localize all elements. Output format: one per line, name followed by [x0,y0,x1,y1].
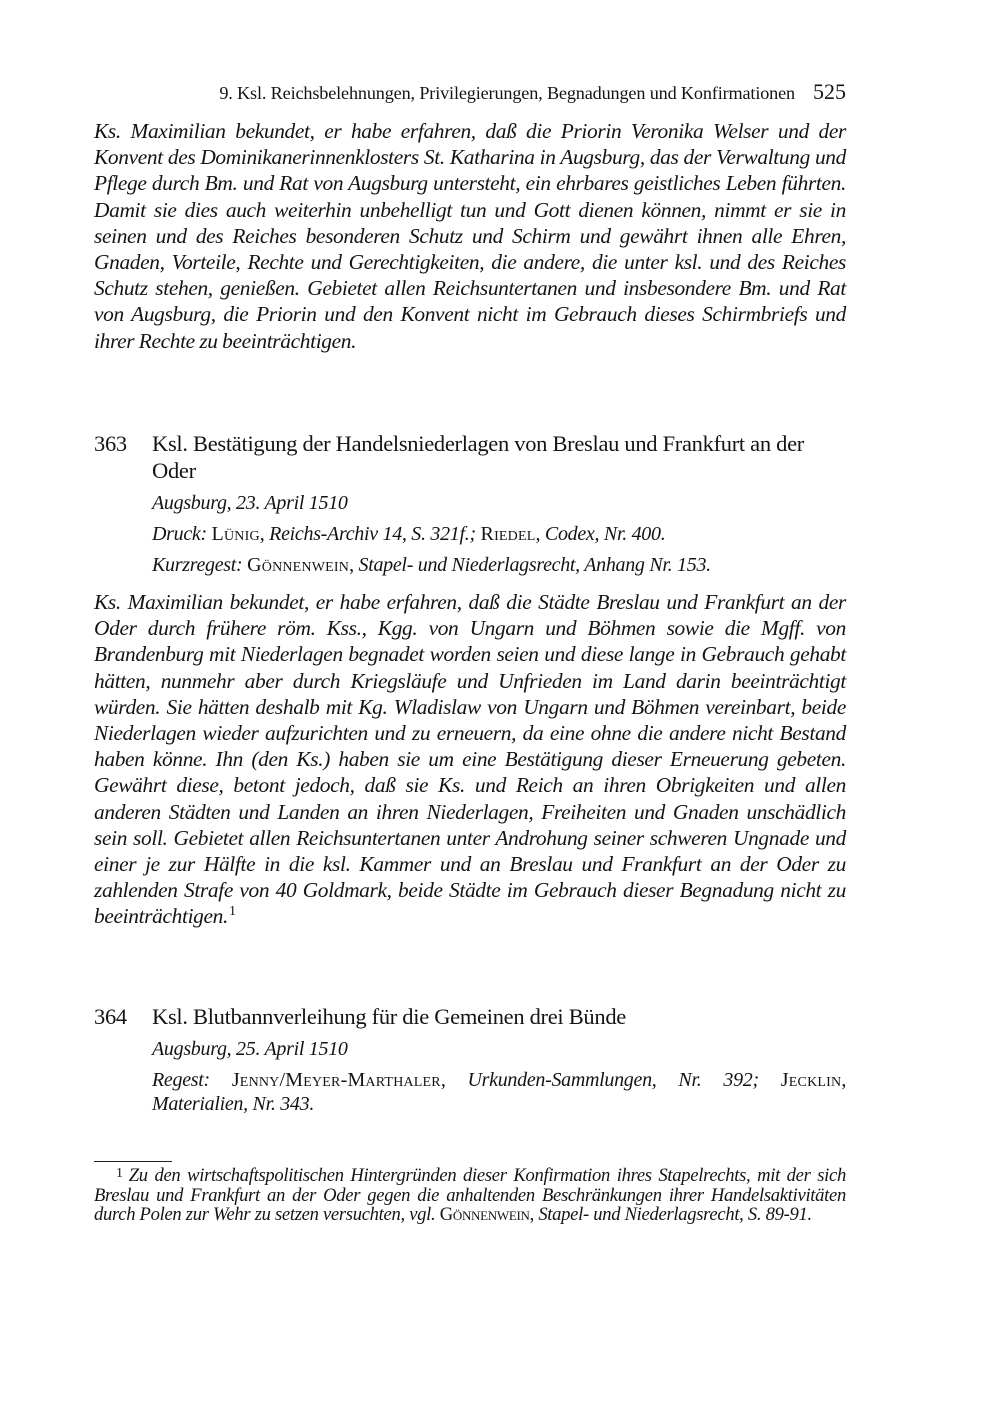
footnote-text: Zu den wirtschaftspolitischen Hintergründen dieser Konfirmation ihres Stapelrechts, mit der sich Breslau und Frankfurt an der Oder gegen die anhaltenden Beschränkungen ihrer Handelsaktivitäten durch Polen zur Wehr zu setzen versuchten, vgl. [94,1165,846,1226]
summary-text: Ks. Maximilian bekundet, er habe erfahren, daß die Städte Breslau und Frankfurt an der Oder durch frühere röm. Kss., Kgg. von Ungarn und Böhmen sowie die Mgff. von Brandenburg mit Niederlagen begnadet worden seien und diese lange in Gebrauch gehabt hätten, nunmehr aber durch Kriegsläufe und Unfrieden im Land darin beeinträchtigt würden. Sie hätten deshalb mit Kg. Wladislaw von Ungarn und Böhmen vereinbart, beide Niederlagen wieder aufzurichten und zu erneuern, da eine ohne die andere nicht Bestand haben könne. Ihn (den Ks.) haben sie um eine Bestätigung dieser Erneuerung gebeten. Gewährt diese, betont jedoch, daß sie Ks. und Reich an ihren Obrigkeiten und allen anderen Städten und Landen an ihren Niederlagen, Freiheiten und Gnaden unschädlich sein soll. Gebietet allen Reichsuntertanen unter Androhung seiner schweren Ungnade und einer je zur Hälfte in die ksl. Kammer und an Breslau und Frankfurt an der Oder zu zahlenden Strafe von 40 Goldmark, beide Städte im Gebrauch dieser Begnadung nicht zu beeinträchtigen. [94,590,846,929]
entry-title: Ksl. Blutbannverleihung für die Gemeinen drei Bünde [152,1004,626,1029]
page-number: 525 [813,79,846,104]
regest-author-2: Jecklin [780,1069,842,1091]
footnote-separator [94,1161,172,1162]
footnote-1: $^1$ Zu den wirtschaftspolitischen Hintergründen dieser Konfirmation ihres Stapelrechts, mit der sich Breslau und Frankfurt an der Oder gegen die anhaltenden Beschränkungen ihrer Handelsaktivitäten durch Polen zur Wehr zu setzen versuchten, vgl. Gönnenwein, Stapel- und Niederlagsrecht, S. 89-91. [94,1165,846,1226]
druck-author-1: Lünig [211,523,260,545]
entry-heading [94,1003,846,1030]
druck-author-2: Riedel [480,523,536,545]
druck-label: Druck: [152,523,207,545]
entry-364 [94,1003,846,1116]
regest-author-1: Jenny/Meyer-Marthaler [231,1069,441,1091]
entry-title: Ksl. Bestätigung der Handelsniederlagen von Breslau und Frankfurt an der Oder [152,431,804,483]
entry-number: 363 [94,431,127,456]
footnote-author: Gönnenwein [439,1204,530,1226]
footnote-reference[interactable]: 1 [229,904,236,920]
footnote-work: Stapel- und Niederlagsrecht, S. 89-91. [538,1204,812,1226]
running-head [150,80,846,105]
entry-number: 364 [94,1004,127,1029]
druck-work-2: Codex, Nr. 400. [544,523,666,545]
entry-druck: Druck: Lünig, Reichs-Archiv 14, S. 321f.; Riedel, Codex, Nr. 400. [152,523,666,545]
continuation-paragraph: Ks. Maximilian bekundet, er habe erfahren, daß die Priorin Veronika Welser und der Konvent des Dominikanerinnenklosters St. Katharina in Augsburg, das der Verwaltung und Pflege durch Bm. und Rat von Augsburg untersteht, ein ehrbares geistliches Leben führten. Damit sie dies auch weiterhin unbehelligt tun und Gott dienen können, nimmt er sie in seinen und des Reiches besonderen Schutz und Schirm und gewährt ihnen alle Ehren, Gnaden, Vorteile, Rechte und Gerechtigkeiten, die andere, die unter ksl. und des Reiches Schutz stehen, genießen. Gebietet allen Reichsuntertanen und insbesondere Bm. und Rat von Augsburg, die Priorin und den Konvent nicht im Gebrauch dieses Schirmbriefs und ihrer Rechte zu beeinträchtigen. [94,119,846,353]
regest-label: Regest: [152,1069,210,1091]
entry-363 [94,430,846,577]
entry-place-date: Augsburg, 25. April 1510 [152,1038,348,1060]
entry-kurzregest: Kurzregest: Gönnenwein, Stapel- und Niederlagsrecht, Anhang Nr. 153. [152,554,711,576]
regest-work-2: Materialien, Nr. 343. [152,1093,315,1115]
entry-place-date: Augsburg, 23. April 1510 [152,492,348,514]
kurzregest-work: Stapel- und Niederlagsrecht, Anhang Nr. 153. [358,554,711,576]
running-head-title: 9. Ksl. Reichsbelehnungen, Privilegierungen, Begnadungen und Konfirmationen [219,83,795,103]
entry-heading [94,430,846,484]
regest-work-1: Urkunden-Sammlungen, Nr. 392; [467,1069,759,1091]
entry-regest: Regest: Jenny/Meyer-Marthaler, Urkunden-Sammlungen, Nr. 392; Jecklin, Materialien, Nr. 343. [152,1069,847,1115]
kurzregest-label: Kurzregest: [152,554,243,576]
kurzregest-author: Gönnenwein [247,554,350,576]
druck-work-1: Reichs-Archiv 14, S. 321f.; [269,523,476,545]
footnote-mark: 1 [116,1166,123,1181]
entry-363-summary [94,589,846,930]
